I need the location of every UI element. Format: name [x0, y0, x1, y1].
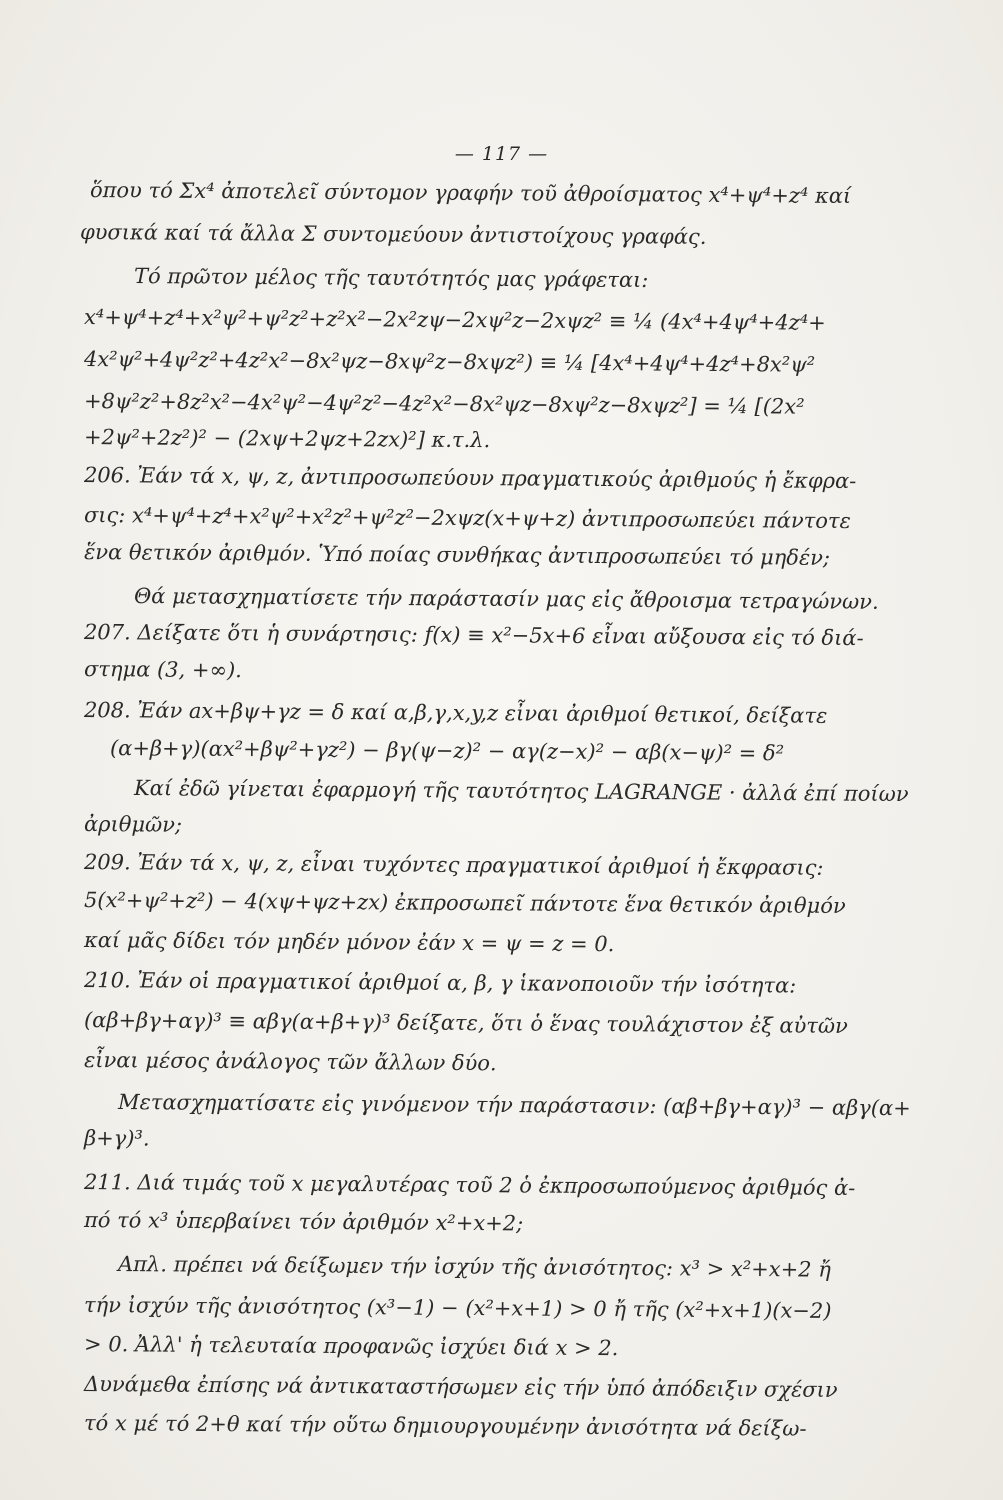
text-line: Δυνάμεθα ἐπίσης νά ἀντικαταστήσωμεν εἰς τήν ὑπό ἀπόδειξιν σχέσιν: [83, 1372, 838, 1402]
text-line: Θά μετασχηματίσετε τήν παράστασίν μας εἰς ἄθροισμα τετραγώνων.: [133, 584, 879, 614]
text-line: 5(x²+ψ²+z²) − 4(xψ+ψz+zx) ἐκπροσωπεῖ πάντοτε ἕνα θετικόν ἀριθμόν: [83, 888, 846, 918]
text-line: (α+β+γ)(αx²+βψ²+γz²) − βγ(ψ−z)² − αγ(z−x)² − αβ(x−ψ)² = δ²: [109, 736, 785, 766]
text-line: τό x μέ τό 2+θ καί τήν οὕτω δημιουργουμένην ἀνισότητα νά δείξω-: [83, 1411, 807, 1441]
text-line: ἕνα θετικόν ἀριθμόν. Ὑπό ποίας συνθήκας ἀντιπροσωπεύει τό μηδέν;: [83, 540, 831, 570]
text-line: β+γ)³.: [83, 1126, 150, 1151]
text-line: +8ψ²z²+8z²x²−4x²ψ²−4ψ²z²−4z²x²−8x²ψz−8xψ²z−8xψz²] = ¼ [(2x²: [83, 389, 805, 419]
text-line: +2ψ²+2z²)² − (2xψ+2ψz+2zx)²] κ.τ.λ.: [83, 425, 491, 453]
text-line: (αβ+βγ+αγ)³ ≡ αβγ(α+β+γ)³ δείξατε, ὅτι ὁ ἕνας τουλάχιστον ἐξ αὐτῶν: [83, 1008, 848, 1038]
text-line: 210. Ἐάν οἱ πραγματικοί ἀριθμοί α, β, γ ἱκανοποιοῦν τήν ἰσότητα:: [83, 968, 797, 998]
text-line: στημα (3, +∞).: [83, 657, 242, 683]
text-line: τήν ἰσχύν τῆς ἀνισότητος (x³−1) − (x²+x+1) > 0 ἤ τῆς (x²+x+1)(x−2): [83, 1293, 832, 1323]
text-line: 4x²ψ²+4ψ²z²+4z²x²−8x²ψz−8xψ²z−8xψz²) ≡ ¼ [4x⁴+4ψ⁴+4z⁴+8x²ψ²: [83, 347, 816, 377]
text-line: 206. Ἐάν τά x, ψ, z, ἀντιπροσωπεύουν πραγματικούς ἀριθμούς ἡ ἔκφρα-: [83, 463, 857, 494]
text-line: πό τό x³ ὑπερβαίνει τόν ἀριθμόν x²+x+2;: [83, 1208, 524, 1236]
text-line: 208. Ἐάν ax+βψ+γz = δ καί α,β,γ,x,y,z εἶναι ἀριθμοί θετικοί, δείξατε: [83, 698, 828, 728]
text-line: Μετασχηματίσατε εἰς γινόμενον τήν παράστασιν: (αβ+βγ+αγ)³ − αβγ(α+: [117, 1090, 911, 1121]
text-line: σις: x⁴+ψ⁴+z⁴+x²ψ²+x²z²+ψ²z²−2xψz(x+ψ+z) ἀντιπροσωπεύει πάντοτε: [83, 503, 851, 534]
text-line: 211. Διά τιμάς τοῦ x μεγαλυτέρας τοῦ 2 ὁ ἐκπροσωπούμενος ἀριθμός ἀ-: [83, 1170, 856, 1201]
text-line: Τό πρῶτον μέλος τῆς ταυτότητός μας γράφεται:: [133, 264, 649, 293]
text-line: 207. Δείξατε ὅτι ἡ συνάρτησις: f(x) ≡ x²−5x+6 εἶναι αὔξουσα εἰς τό διά-: [83, 620, 864, 651]
text-line: > 0. Ἀλλ' ἡ τελευταία προφανῶς ἰσχύει διά x > 2.: [83, 1332, 619, 1361]
text-line: καί μᾶς δίδει τόν μηδέν μόνον ἐάν x = ψ = z = 0.: [83, 928, 615, 957]
text-line: 209. Ἐάν τά x, ψ, z, εἶναι τυχόντες πραγματικοί ἀριθμοί ἡ ἔκφρασις:: [83, 850, 824, 880]
text-line: Απλ. πρέπει νά δείξωμεν τήν ἰσχύν τῆς ἀνισότητος: x³ > x²+x+2 ἤ: [117, 1252, 831, 1282]
text-line: ὅπου τό Σx⁴ ἀποτελεῖ σύντομον γραφήν τοῦ ἀθροίσματος x⁴+ψ⁴+z⁴ καί: [89, 178, 852, 208]
text-line: φυσικά καί τά ἄλλα Σ συντομεύουν ἀντιστοίχους γραφάς.: [79, 220, 707, 249]
text-line: x⁴+ψ⁴+z⁴+x²ψ²+ψ²z²+z²x²−2x²zψ−2xψ²z−2xψz² ≡ ¼ (4x⁴+4ψ⁴+4z⁴+: [83, 305, 826, 335]
text-line: ἀριθμῶν;: [83, 812, 183, 837]
page-number: — 117 —: [454, 143, 549, 165]
text-line: εἶναι μέσος ἀνάλογος τῶν ἄλλων δύο.: [83, 1048, 497, 1076]
text-line: Καί ἐδῶ γίνεται ἐφαρμογή τῆς ταυτότητος LAGRANGE · ἀλλά ἐπί ποίων: [133, 776, 909, 807]
